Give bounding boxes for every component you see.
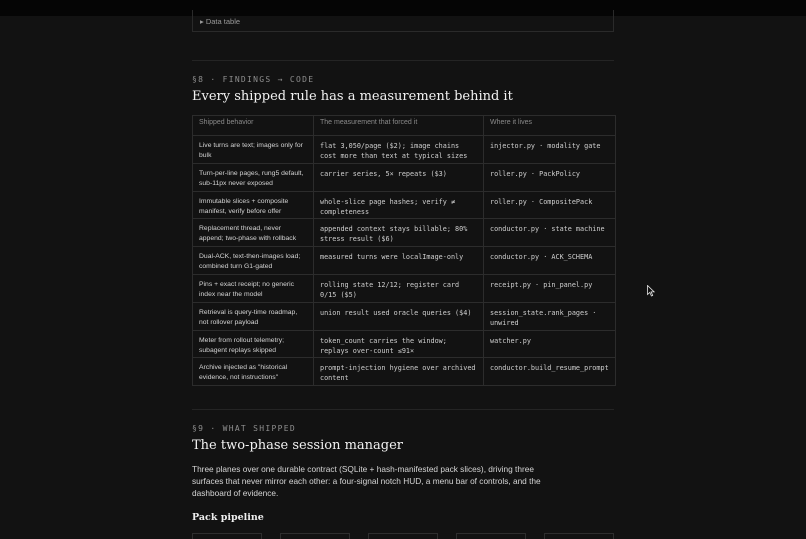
behavior-cell: Live turns are text; images only for bulk (193, 136, 314, 164)
location-cell: receipt.py · pin_panel.py (484, 274, 616, 302)
location-cell: watcher.py (484, 330, 616, 358)
section8-title: Every shipped rule has a measurement behind it (192, 89, 513, 104)
behavior-cell: Retrieval is query-time roadmap, not rollover payload (193, 302, 314, 330)
location-cell: roller.py · CompositePack (484, 191, 616, 219)
measurement-cell: measured turns were localImage-only (314, 247, 484, 275)
previous-section-card (192, 10, 614, 32)
pipeline-card (368, 533, 438, 539)
table-row (193, 247, 616, 275)
findings-table (192, 115, 616, 386)
section-divider (192, 60, 614, 61)
location-cell: conductor.build_resume_prompt (484, 358, 616, 386)
table-row (193, 330, 616, 358)
column-header: Where it lives (484, 116, 616, 136)
section9-eyebrow: §9 · WHAT SHIPPED (192, 424, 296, 433)
behavior-cell: Replacement thread, never append; two-phase with rollback (193, 219, 314, 247)
table-row (193, 191, 616, 219)
behavior-cell: Archive injected as "historical evidence, not instructions" (193, 358, 314, 386)
pipeline-card (544, 533, 614, 539)
measurement-cell: union result used oracle queries ($4) (314, 302, 484, 330)
behavior-cell: Pins + exact receipt; no generic index near the model (193, 274, 314, 302)
table-row (193, 302, 616, 330)
data-table-toggle[interactable]: ▸ Data table (200, 17, 241, 26)
table-row (193, 163, 616, 191)
column-header: The measurement that forced it (314, 116, 484, 136)
pipeline-card (456, 533, 526, 539)
table-row (193, 358, 616, 386)
section8-eyebrow: §8 · FINDINGS → CODE (192, 75, 315, 84)
measurement-cell: appended context stays billable; 80% stress result ($6) (314, 219, 484, 247)
pipeline-card (280, 533, 350, 539)
section9-title: The two-phase session manager (192, 438, 404, 453)
measurement-cell: carrier series, 5× repeats ($3) (314, 163, 484, 191)
behavior-cell: Immutable slices + composite manifest, verify before offer (193, 191, 314, 219)
measurement-cell: whole-slice page hashes; verify ≠ completeness (314, 191, 484, 219)
table-row (193, 219, 616, 247)
table-row (193, 274, 616, 302)
table-header-row (193, 116, 616, 136)
mouse-pointer-icon (647, 284, 655, 302)
location-cell: conductor.py · ACK_SCHEMA (484, 247, 616, 275)
behavior-cell: Turn-per-line pages, rung5 default, sub-11px never exposed (193, 163, 314, 191)
behavior-cell: Meter from rollout telemetry; subagent replays skipped (193, 330, 314, 358)
location-cell: injector.py · modality gate (484, 136, 616, 164)
measurement-cell: token_count carries the window; replays over-count ≤91× (314, 330, 484, 358)
pack-pipeline-heading: Pack pipeline (192, 512, 264, 523)
location-cell: conductor.py · state machine (484, 219, 616, 247)
location-cell: roller.py · PackPolicy (484, 163, 616, 191)
measurement-cell: prompt-injection hygiene over archived content (314, 358, 484, 386)
section9-paragraph: Three planes over one durable contract (SQLite + hash-manifested pack slices), driving three surfaces that never mirror each other: a four-signal notch HUD, a menu bar of controls, and the dashboard of evidence. (192, 464, 541, 499)
column-header: Shipped behavior (193, 116, 314, 136)
location-cell: session_state.rank_pages · unwired (484, 302, 616, 330)
measurement-cell: rolling state 12/12; register card 0/15 ($5) (314, 274, 484, 302)
measurement-cell: flat 3,050/page ($2); image chains cost more than text at typical sizes (314, 136, 484, 164)
section-divider (192, 409, 614, 410)
pipeline-card (192, 533, 262, 539)
table-row (193, 136, 616, 164)
behavior-cell: Dual-ACK, text-then-images load; combined turn G1-gated (193, 247, 314, 275)
